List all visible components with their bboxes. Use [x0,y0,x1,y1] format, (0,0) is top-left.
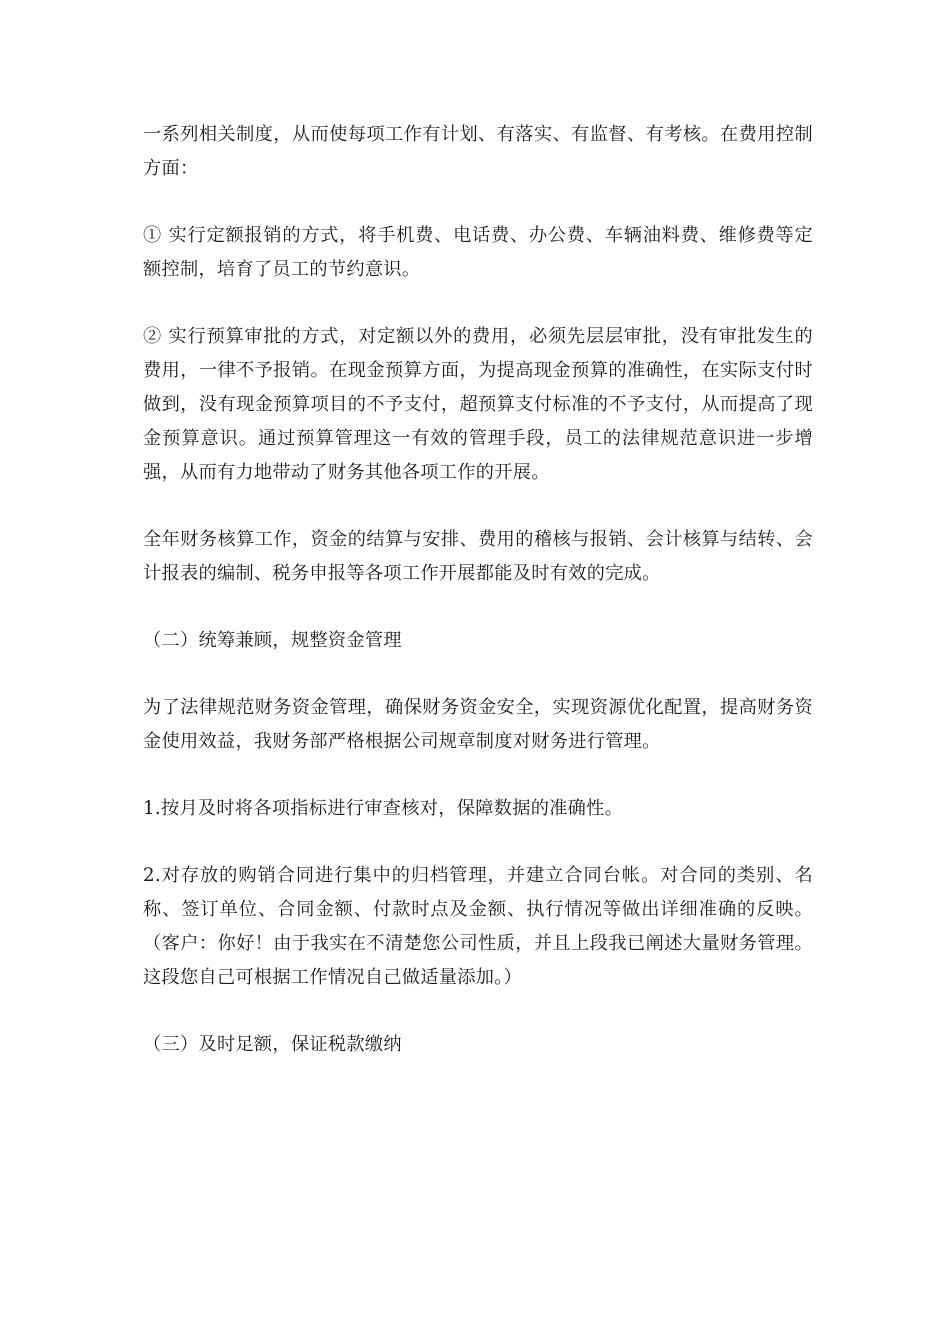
list-item-2: 2.对存放的购销合同进行集中的归档管理，并建立合同台帐。对合同的类别、名称、签订单位、合同金额、付款时点及金额、执行情况等做出详细准确的反映。（客户：你好！由于我实在不清楚您公司性质，并且上段我已阐述大量财务管理。这段您自己可根据工作情况自己做适量添加。） [143,865,813,988]
paragraph-system-control: 一系列相关制度，从而使每项工作有计划、有落实、有监督、有考核。在费用控制方面： [143,124,813,179]
document-body [143,118,813,1095]
paragraph-quota-reimbursement: ① 实行定额报销的方式，将手机费、电话费、办公费、车辆油料费、维修费等定额控制，培育了员工的节约意识。 [143,225,813,280]
paragraph-fund-management-intro: 为了法律规范财务资金管理，确保财务资金安全，实现资源优化配置，提高财务资金使用效益，我财务部严格根据公司规章制度对财务进行管理。 [143,697,813,752]
paragraph-budget-approval: ② 实行预算审批的方式，对定额以外的费用，必须先层层审批，没有审批发生的费用，一律不予报销。在现金预算方面，为提高现金预算的准确性，在实际支付时做到，没有现金预算项目的不予支付，超预算支付标准的不予支付，从而提高了现金预算意识。通过预算管理这一有效的管理手段，员工的法律规范意识进一步增强，从而有力地带动了财务其他各项工作的开展。 [143,326,813,483]
section-heading-fund-management: （二）统筹兼顾，规整资金管理 [143,630,402,651]
paragraph-annual-accounting: 全年财务核算工作，资金的结算与安排、费用的稽核与报销、会计核算与结转、会计报表的编制、税务申报等各项工作开展都能及时有效的完成。 [143,529,813,584]
section-heading-tax-payment: （三）及时足额，保证税款缴纳 [143,1034,402,1055]
list-item-1: 1.按月及时将各项指标进行审查核对，保障数据的准确性。 [143,798,624,819]
